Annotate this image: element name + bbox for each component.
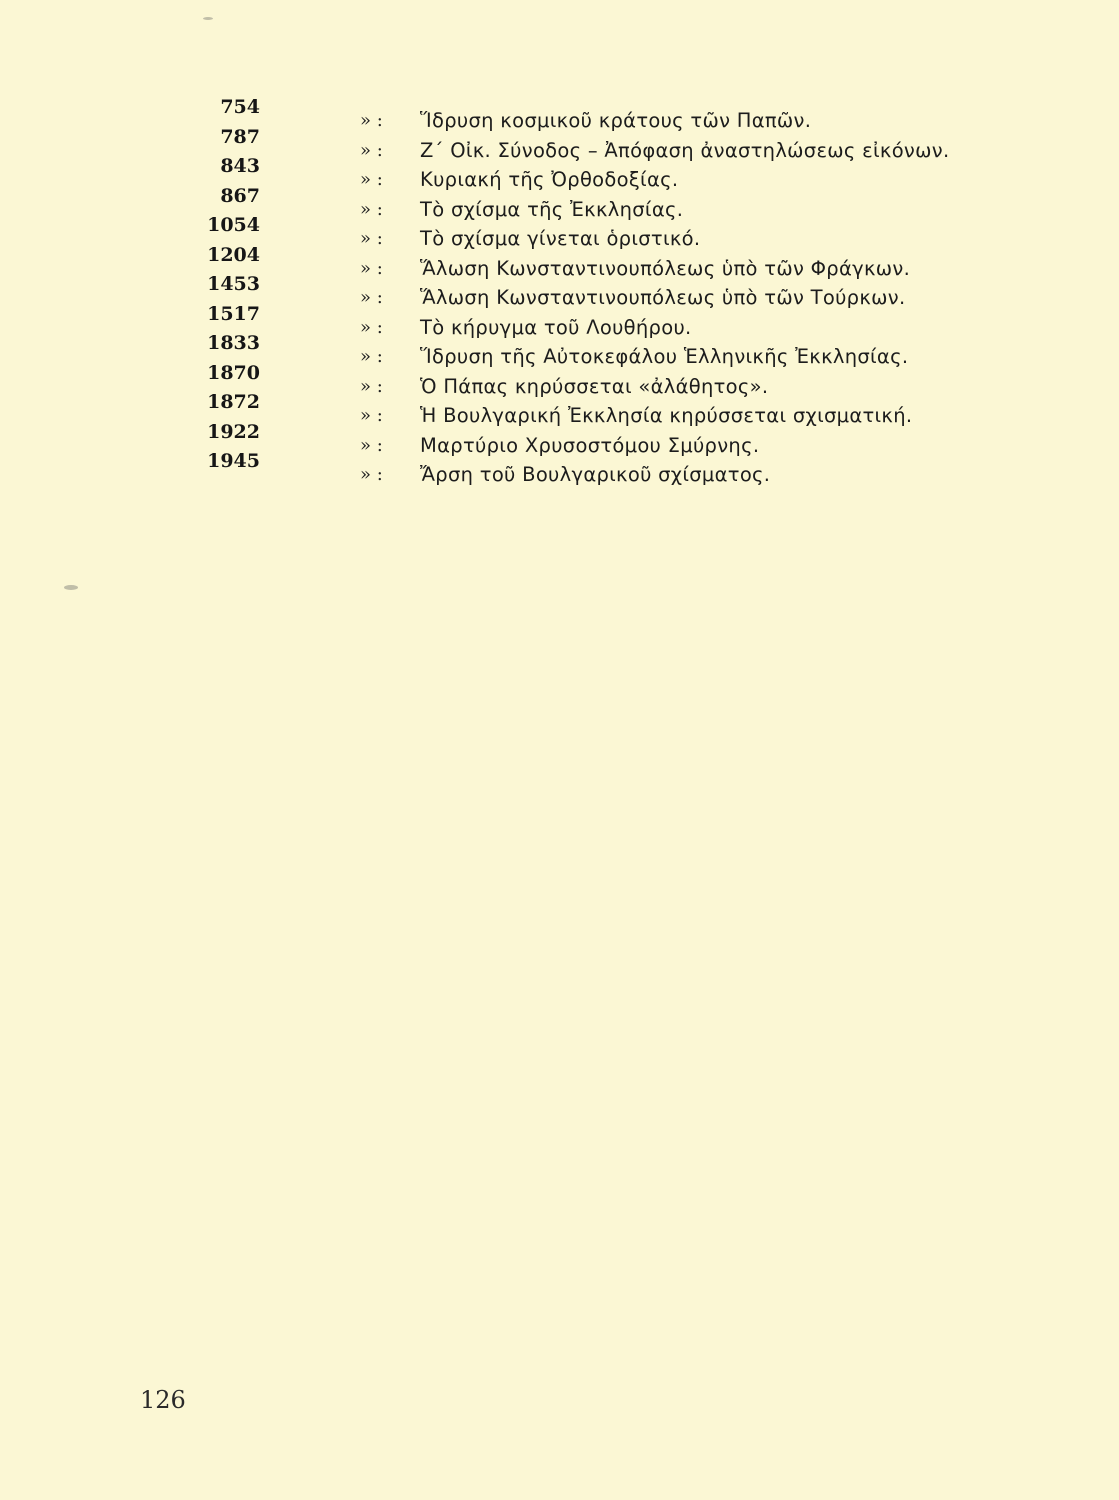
- entry-text: Τὸ σχίσμα γίνεται ὁριστικό.: [420, 227, 701, 250]
- entry-separator: » :: [360, 287, 383, 308]
- entry-text: Ἅλωση Κωνσταντινουπόλεως ὑπὸ τῶν Φράγκων.: [420, 256, 911, 280]
- chronology-entry: [190, 96, 1010, 132]
- entry-separator: » :: [360, 110, 383, 131]
- entry-year: 1922: [207, 420, 260, 443]
- entry-text: Ἡ Βουλγαρική Ἐκκλησία κηρύσσεται σχισματική.: [420, 404, 913, 427]
- entry-year: 1054: [207, 214, 260, 236]
- entry-text: Ἵδρυση τῆς Αὐτοκεφάλου Ἑλληνικῆς Ἐκκλησίας.: [420, 345, 909, 368]
- entry-text: Ὁ Πάπας κηρύσσεται «ἀλάθητος».: [420, 374, 769, 398]
- chronology-entry: [190, 450, 1010, 486]
- entry-separator: » :: [360, 139, 383, 161]
- chronology-entry: [190, 184, 1010, 221]
- entry-text: Ἄρση τοῦ Βουλγαρικοῦ σχίσματος.: [420, 463, 771, 486]
- print-speck: [64, 585, 78, 590]
- entry-separator: » :: [360, 198, 383, 220]
- entry-text: Ἅλωση Κωνσταντινουπόλεως ὑπὸ τῶν Τούρκων.: [420, 286, 906, 309]
- entry-separator: » :: [360, 257, 383, 279]
- entry-text: Τὸ σχίσμα τῆς Ἐκκλησίας.: [420, 197, 684, 221]
- entry-separator: » :: [360, 405, 383, 426]
- entry-text: Ζ΄ Οἰκ. Σύνοδος – Ἀπόφαση ἀναστηλώσεως εἰκόνων.: [420, 138, 950, 162]
- entry-year: 867: [220, 184, 260, 207]
- entry-text: Ἵδρυση κοσμικοῦ κράτους τῶν Παπῶν.: [420, 109, 812, 132]
- chronology-entry: [190, 125, 1010, 162]
- entry-text: Μαρτύριο Χρυσοστόμου Σμύρνης.: [420, 433, 760, 457]
- entry-year: 1453: [207, 273, 260, 295]
- entry-year: 787: [220, 125, 260, 148]
- entry-year: 1204: [207, 243, 260, 266]
- entry-year: 843: [220, 155, 260, 177]
- chronology-entry: [190, 243, 1010, 280]
- chronology-list: [190, 96, 1010, 486]
- entry-separator: » :: [360, 464, 383, 485]
- chronology-entry: [190, 332, 1010, 368]
- entry-year: 754: [220, 96, 260, 118]
- entry-separator: » :: [360, 228, 383, 249]
- entry-year: 1517: [207, 302, 260, 325]
- entry-year: 1945: [207, 450, 260, 472]
- entry-year: 1872: [207, 391, 260, 413]
- print-speck: [203, 17, 213, 20]
- entry-separator: » :: [360, 346, 383, 367]
- entry-separator: » :: [360, 169, 383, 190]
- entry-separator: » :: [360, 434, 383, 456]
- chronology-entry: [190, 391, 1010, 427]
- chronology-entry: [190, 273, 1010, 309]
- entry-text: Κυριακή τῆς Ὀρθοδοξίας.: [420, 168, 679, 191]
- entry-year: 1870: [207, 361, 260, 384]
- entry-separator: » :: [360, 375, 383, 397]
- page-number: 126: [140, 1386, 186, 1414]
- entry-text: Τὸ κήρυγμα τοῦ Λουθήρου.: [420, 315, 692, 339]
- chronology-entry: [190, 214, 1010, 250]
- entry-year: 1833: [207, 332, 260, 354]
- entry-separator: » :: [360, 316, 383, 338]
